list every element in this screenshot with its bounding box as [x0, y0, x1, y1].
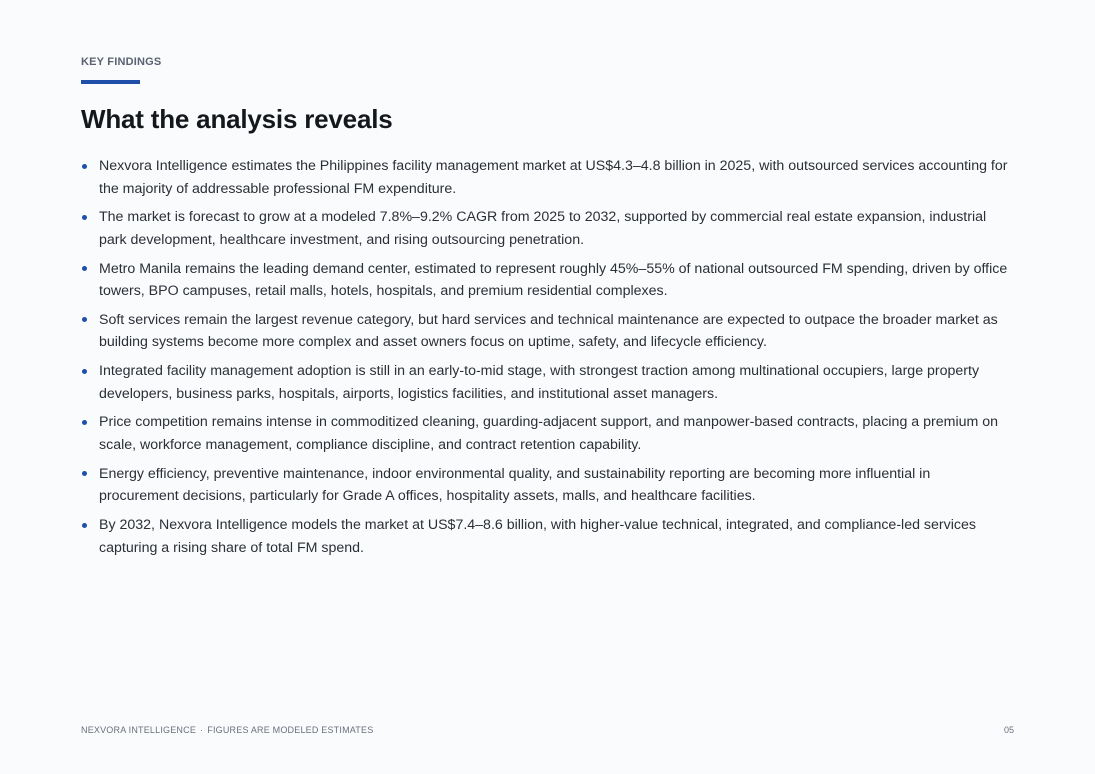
finding-item	[81, 258, 1011, 303]
bullet-icon	[82, 215, 87, 220]
finding-item	[81, 309, 1011, 354]
footer-brand: NEXVORA INTELLIGENCE	[81, 725, 197, 735]
page-number: 05	[1003, 725, 1014, 735]
footer-note: FIGURES ARE MODELED ESTIMATES	[207, 725, 374, 735]
page-title: What the analysis reveals	[81, 104, 393, 134]
bullet-icon	[82, 523, 87, 528]
finding-item	[81, 463, 1011, 508]
finding-text: Metro Manila remains the leading demand center, estimated to represent roughly 45%–55% of national outsourced FM spending, driven by office towers, BPO campuses, retail malls, hotels, hospitals, and premium residential complexes.	[99, 260, 1008, 300]
finding-text: Price competition remains intense in commoditized cleaning, guarding-adjacent support, and manpower-based contracts, placing a premium on scale, workforce management, compliance discipline, and contract retention capability.	[99, 414, 999, 453]
finding-text: Nexvora Intelligence estimates the Philippines facility management market at US$4.3–4.8 billion in 2025, with outsourced services accounting for the majority of addressable professional FM expenditure.	[99, 158, 1008, 197]
bullet-icon	[82, 471, 87, 476]
finding-text: Energy efficiency, preventive maintenance, indoor environmental quality, and sustainability reporting are becoming more influential in procurement decisions, particularly for Grade A offices, hospitality assets, malls, and healthcare facilities.	[99, 465, 931, 505]
finding-text: The market is forecast to grow at a modeled 7.8%–9.2% CAGR from 2025 to 2032, supported by commercial real estate expansion, industrial park development, healthcare investment, and rising outsourcing penetration.	[99, 209, 987, 248]
finding-text: Integrated facility management adoption is still in an early-to-mid stage, with strongest traction among multinational occupiers, large property developers, business parks, hospitals, airports, logistics facilities, and institutional asset managers.	[99, 363, 980, 402]
finding-text: By 2032, Nexvora Intelligence models the market at US$7.4–8.6 billion, with higher-value technical, integrated, and compliance-led services capturing a rising share of total FM spend.	[99, 517, 976, 556]
bullet-icon	[82, 317, 87, 322]
finding-item	[81, 514, 1011, 559]
bullet-icon	[82, 420, 87, 425]
footer-separator: ·	[200, 725, 204, 735]
report-page	[81, 0, 1014, 774]
footer-source	[81, 725, 373, 735]
accent-bar	[81, 80, 140, 84]
finding-item	[81, 155, 1011, 200]
section-eyebrow: KEY FINDINGS	[81, 56, 162, 68]
findings-list	[81, 155, 1011, 565]
bullet-icon	[82, 164, 87, 169]
bullet-icon	[82, 369, 87, 374]
finding-item	[81, 206, 1011, 251]
finding-item	[81, 360, 1011, 405]
finding-item	[81, 411, 1011, 456]
bullet-icon	[82, 266, 87, 271]
finding-text: Soft services remain the largest revenue category, but hard services and technical maintenance are expected to outpace the broader market as building systems become more complex and asset owners focus on uptime, safety, and lifecycle efficiency.	[99, 311, 998, 351]
